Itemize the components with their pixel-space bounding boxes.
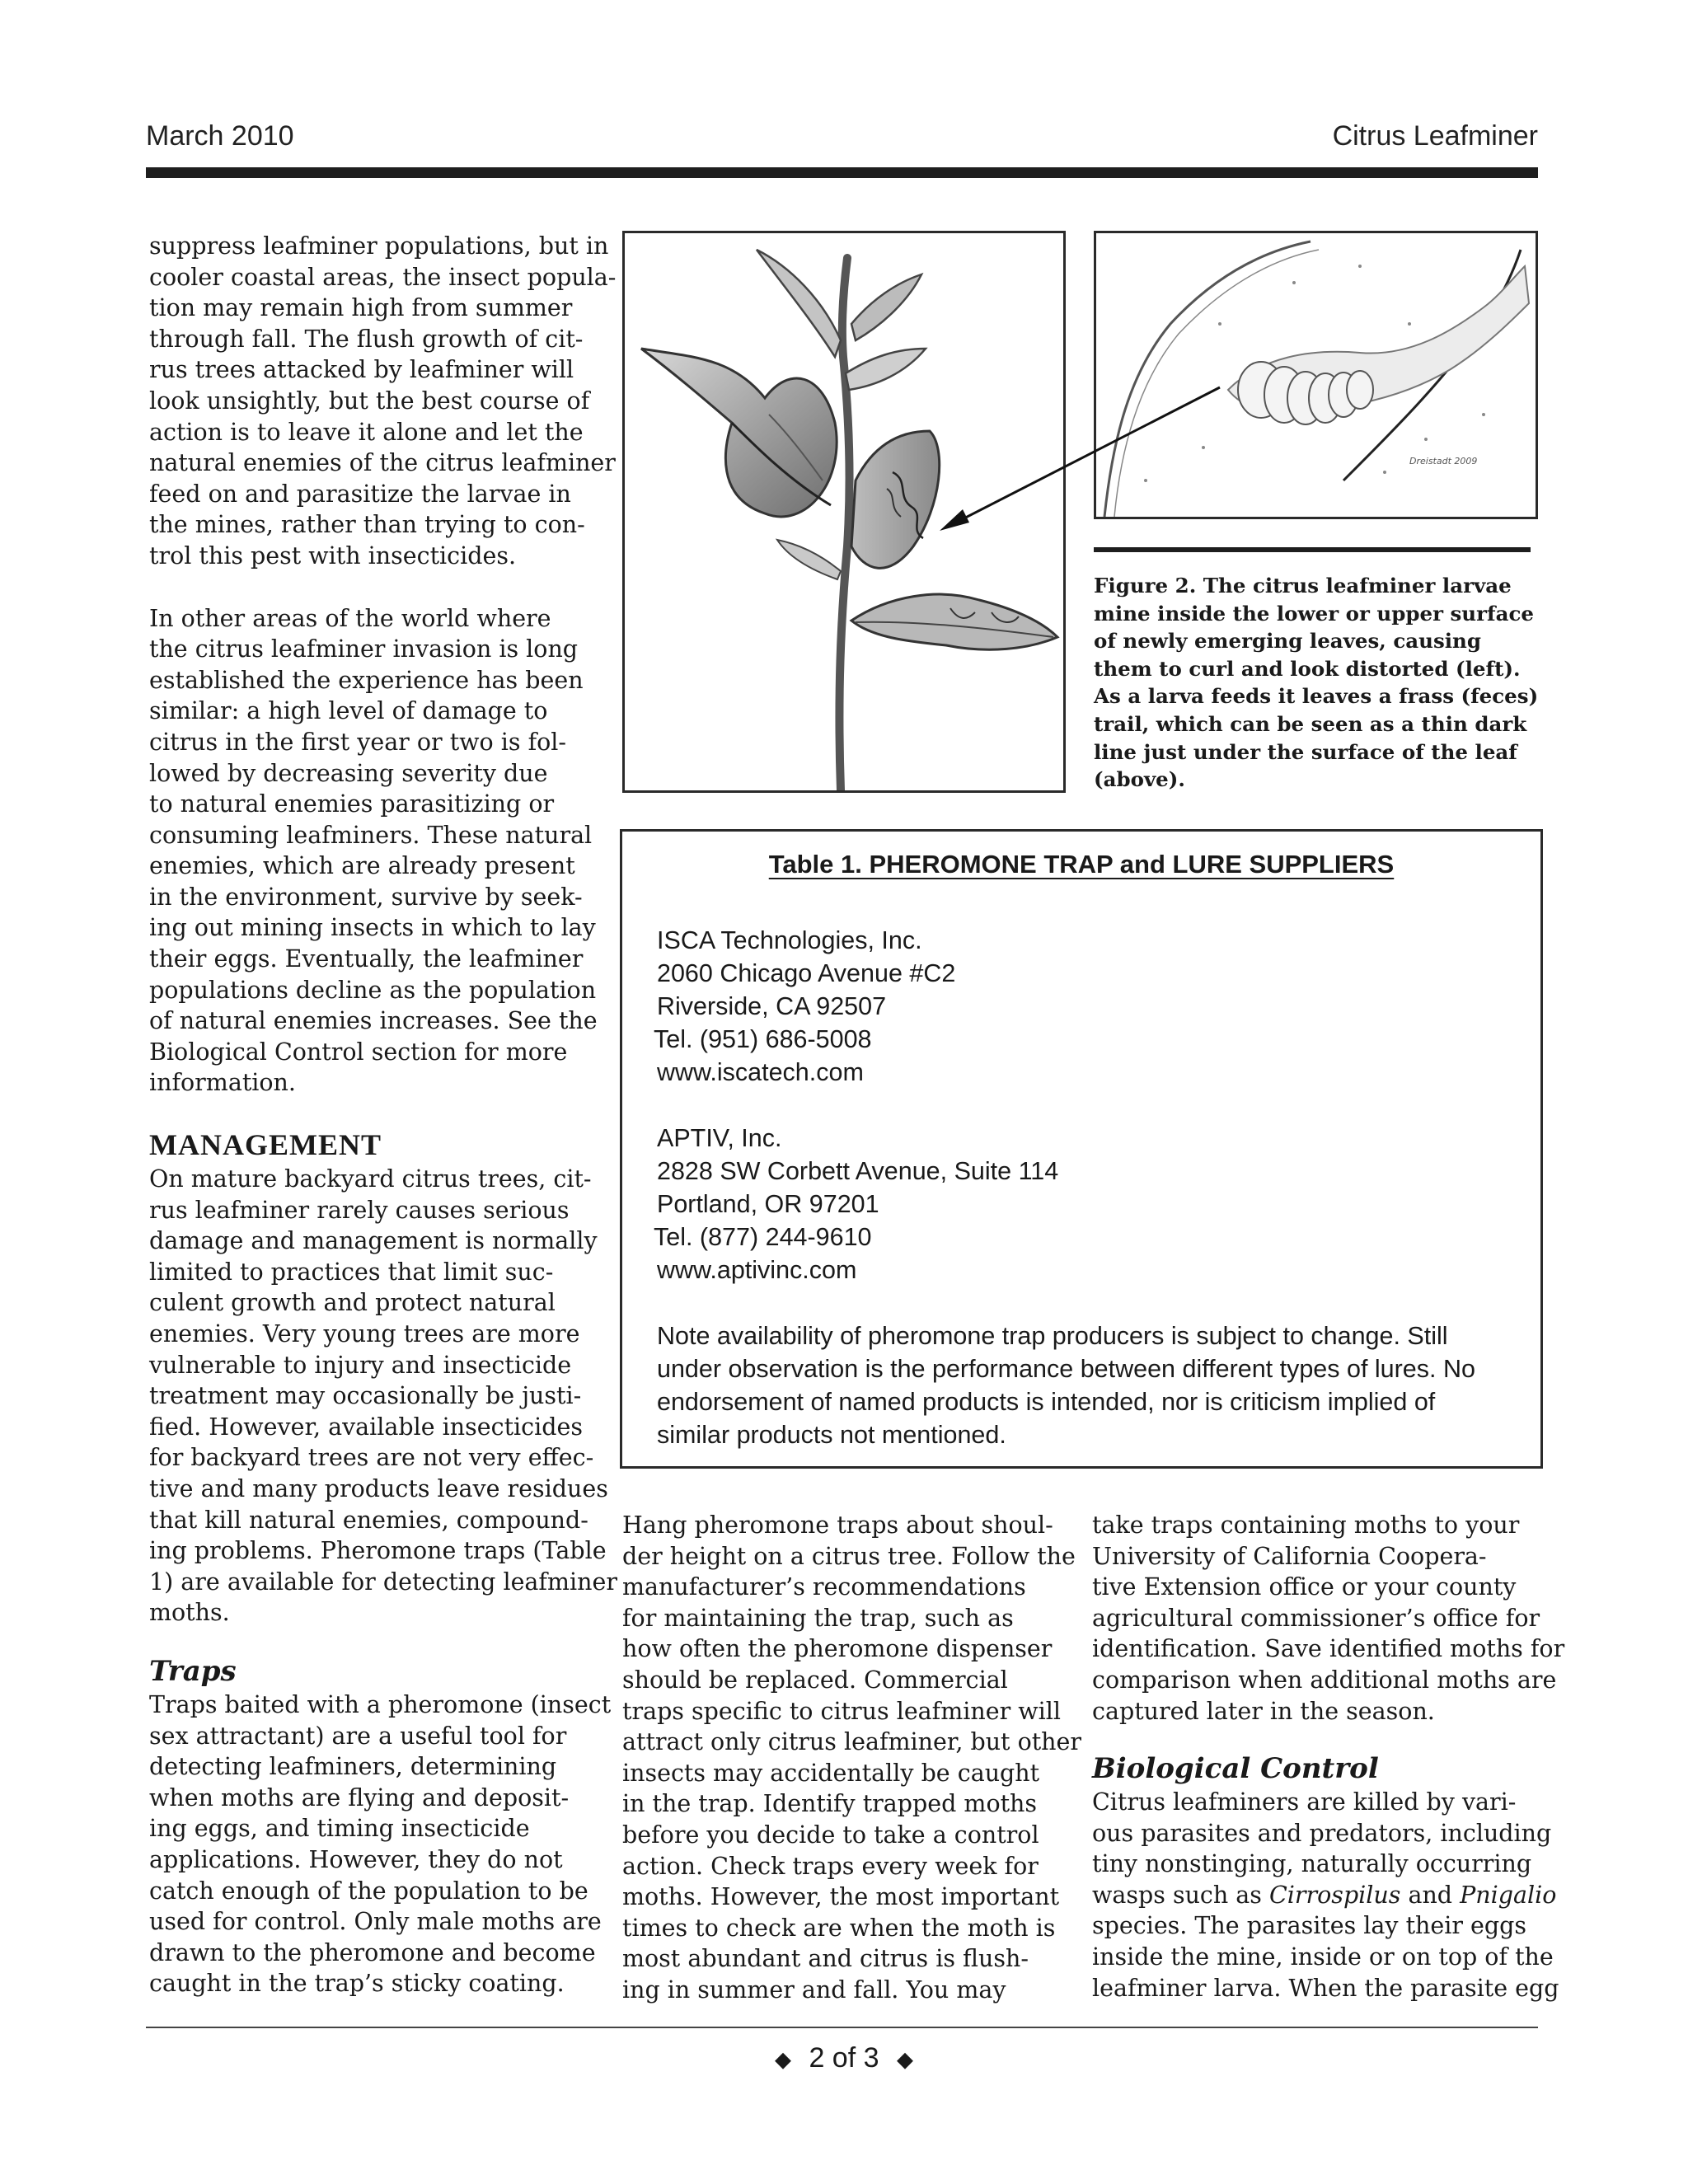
- note-line: endorsement of named products is intended, nor is criticism implied of: [657, 1388, 1436, 1416]
- text-line: University of California Coopera-: [1092, 1542, 1487, 1570]
- right-paragraph: [1092, 1510, 1565, 1727]
- biological-control-heading: Biological Control: [1092, 1752, 1379, 1785]
- text-line: sex attractant) are a useful tool for: [149, 1722, 567, 1750]
- text-line: detecting leafminers, determining: [149, 1753, 557, 1781]
- supplier-name: ISCA Technologies, Inc.: [657, 926, 922, 954]
- supplier-isca: [654, 924, 956, 1089]
- text-line: most abundant and citrus is flush-: [622, 1945, 1029, 1973]
- caption-rule: [1094, 547, 1531, 552]
- management-paragraph: [149, 1164, 617, 1629]
- text-line: ing eggs, and timing insecticide: [149, 1815, 530, 1843]
- text-line: leafminer larva. When the parasite egg: [1092, 1974, 1559, 2002]
- artist-signature: Dreistadt 2009: [1409, 456, 1478, 466]
- supplier-phone: Tel. (951) 686-5008: [654, 1025, 872, 1053]
- text-line: moths. However, the most important: [622, 1883, 1060, 1911]
- text-line: culent growth and protect natural: [149, 1289, 556, 1317]
- caption-line: (above).: [1094, 767, 1185, 792]
- text-line: comparison when additional moths are: [1092, 1666, 1557, 1694]
- left-column: [149, 231, 617, 1099]
- text-line: identification. Save identified moths for: [1092, 1635, 1565, 1663]
- text-line: vulnerable to injury and insecticide: [149, 1351, 572, 1379]
- text-line: moths.: [149, 1599, 230, 1627]
- genus-name: Pnigalio: [1460, 1881, 1557, 1909]
- text-line: In other areas of the world where: [149, 604, 551, 632]
- text-line: trol this pest with insecticides.: [149, 541, 517, 569]
- text-line: 1) are available for detecting leafminer: [149, 1568, 617, 1596]
- text-line: when moths are flying and deposit-: [149, 1783, 570, 1811]
- middle-column: [622, 1510, 1082, 2006]
- text-line: through fall. The flush growth of cit-: [149, 325, 584, 353]
- text-fragment: wasps such as: [1092, 1881, 1269, 1909]
- text-line: enemies. Very young trees are more: [149, 1319, 580, 1347]
- text-line: Traps baited with a pheromone (insect: [149, 1691, 612, 1718]
- management-heading: MANAGEMENT: [149, 1128, 382, 1161]
- supplier-phone: Tel. (877) 244-9610: [654, 1223, 872, 1251]
- header-date: March 2010: [146, 120, 294, 152]
- supplier-name: APTIV, Inc.: [657, 1124, 782, 1152]
- management-section: [149, 1164, 617, 1629]
- table-title: Table 1. PHEROMONE TRAP and LURE SUPPLIERS: [768, 850, 1395, 879]
- text-line: should be replaced. Commercial: [622, 1666, 1008, 1694]
- text-line: consuming leafminers. These natural: [149, 821, 593, 849]
- text-line: Citrus leafminers are killed by vari-: [1092, 1788, 1517, 1816]
- figure-caption: [1094, 572, 1539, 794]
- text-line: similar: a high level of damage to: [149, 697, 548, 725]
- text-line: rus leafminer rarely causes serious: [149, 1196, 570, 1224]
- figure-arrow: [931, 379, 1228, 536]
- text-fragment: and: [1400, 1881, 1461, 1909]
- right-column: [1092, 1510, 1565, 1727]
- caption-line: of newly emerging leaves, causing: [1094, 629, 1481, 654]
- text-line: how often the pheromone dispenser: [622, 1635, 1053, 1663]
- text-line: times to check are when the moth is: [622, 1914, 1056, 1942]
- text-line: action. Check traps every week for: [622, 1852, 1039, 1880]
- text-line: citrus in the first year or two is fol-: [149, 728, 567, 756]
- text-line: natural enemies of the citrus leafminer: [149, 449, 616, 477]
- text-line: inside the mine, inside or on top of the: [1092, 1943, 1554, 1971]
- text-line: information.: [149, 1069, 296, 1097]
- text-line: for backyard trees are not very effec-: [149, 1444, 594, 1472]
- text-line: the citrus leafminer invasion is long: [149, 635, 579, 663]
- supplier-website: www.aptivinc.com: [657, 1256, 857, 1284]
- supplier-table: [620, 829, 1543, 1469]
- text-line: traps specific to citrus leafminer will: [622, 1697, 1062, 1725]
- left-paragraph-2: [149, 603, 603, 1099]
- supplier-city: Portland, OR 97201: [657, 1190, 879, 1218]
- traps-heading: Traps: [149, 1655, 237, 1688]
- supplier-aptiv: [654, 1122, 1059, 1286]
- caption-line: mine inside the lower or upper surface: [1094, 601, 1534, 626]
- middle-paragraph: [622, 1510, 1082, 2006]
- genus-name: Cirrospilus: [1268, 1881, 1401, 1909]
- text-line: ing out mining insects in which to lay: [149, 914, 596, 942]
- page-indicator: [0, 2042, 1688, 2074]
- note-line: under observation is the performance between different types of lures. No: [657, 1355, 1475, 1383]
- header-title: Citrus Leafminer: [1332, 120, 1538, 152]
- table-note: [657, 1319, 1475, 1451]
- header-rule: [146, 167, 1538, 178]
- text-line: species. The parasites lay their eggs: [1092, 1912, 1527, 1940]
- text-line: tiny nonstinging, naturally occurring: [1092, 1850, 1532, 1878]
- text-line: before you decide to take a control: [622, 1821, 1039, 1849]
- text-line: agricultural commissioner’s office for: [1092, 1604, 1540, 1632]
- text-line: [1092, 1880, 1557, 1911]
- text-line: to natural enemies parasitizing or: [149, 790, 555, 818]
- traps-paragraph: [149, 1690, 612, 1999]
- text-line: lowed by decreasing severity due: [149, 759, 548, 787]
- caption-line: As a larva feeds it leaves a frass (feces): [1094, 684, 1539, 709]
- biological-control-section: [1092, 1787, 1559, 2004]
- caption-line: trail, which can be seen as a thin dark: [1094, 711, 1527, 736]
- text-line: rus trees attacked by leafminer will: [149, 356, 574, 384]
- text-line: of natural enemies increases. See the: [149, 1007, 598, 1035]
- text-line: cooler coastal areas, the insect popula-: [149, 263, 617, 291]
- text-line: damage and management is normally: [149, 1227, 598, 1255]
- text-line: fied. However, available insecticides: [149, 1413, 583, 1441]
- supplier-address: 2828 SW Corbett Avenue, Suite 114: [657, 1157, 1059, 1185]
- text-line: manufacturer’s recommendations: [622, 1573, 1026, 1601]
- text-line: drawn to the pheromone and become: [149, 1938, 596, 1966]
- footer-rule: [146, 2027, 1538, 2028]
- caption-line: Figure 2. The citrus leafminer larvae: [1094, 574, 1512, 598]
- text-line: the mines, rather than trying to con-: [149, 511, 585, 539]
- text-line: populations decline as the population: [149, 976, 597, 1004]
- supplier-city: Riverside, CA 92507: [657, 992, 887, 1020]
- text-line: used for control. Only male moths are: [149, 1908, 602, 1936]
- text-line: tive and many products leave residues: [149, 1474, 608, 1502]
- biological-control-paragraph: [1092, 1787, 1559, 2004]
- diamond-arrow-right-icon: ◆: [896, 2046, 913, 2072]
- supplier-address: 2060 Chicago Avenue #C2: [657, 959, 956, 987]
- note-line: Note availability of pheromone trap producers is subject to change. Still: [657, 1322, 1448, 1350]
- text-line: catch enough of the population to be: [149, 1877, 588, 1905]
- caption-line: line just under the surface of the leaf: [1094, 739, 1517, 764]
- text-line: Biological Control section for more: [149, 1038, 568, 1066]
- text-line: ing in summer and fall. You may: [622, 1975, 1006, 2004]
- text-line: insects may accidentally be caught: [622, 1759, 1040, 1787]
- text-line: On mature backyard citrus trees, cit-: [149, 1165, 592, 1193]
- text-line: in the trap. Identify trapped moths: [622, 1790, 1038, 1818]
- text-line: their eggs. Eventually, the leafminer: [149, 945, 584, 973]
- supplier-website: www.iscatech.com: [657, 1058, 864, 1086]
- traps-section: [149, 1690, 612, 1999]
- text-line: action is to leave it alone and let the: [149, 418, 584, 446]
- text-line: enemies, which are already present: [149, 852, 575, 880]
- text-line: limited to practices that limit suc-: [149, 1258, 554, 1286]
- note-line: similar products not mentioned.: [657, 1421, 1006, 1449]
- text-line: applications. However, they do not: [149, 1845, 563, 1873]
- text-line: captured later in the season.: [1092, 1697, 1435, 1725]
- text-line: Hang pheromone traps about shoul-: [622, 1511, 1053, 1539]
- text-line: look unsightly, but the best course of: [149, 387, 590, 415]
- left-paragraph-1: [149, 231, 617, 572]
- diamond-arrow-left-icon: ◆: [775, 2046, 791, 2072]
- text-line: tive Extension office or your county: [1092, 1573, 1517, 1601]
- text-line: ous parasites and predators, including: [1092, 1819, 1552, 1847]
- text-line: attract only citrus leafminer, but other: [622, 1728, 1082, 1756]
- text-line: treatment may occasionally be justi-: [149, 1382, 582, 1410]
- text-line: feed on and parasitize the larvae in: [149, 480, 571, 508]
- page-number: 2 of 3: [809, 2042, 879, 2074]
- text-line: der height on a citrus tree. Follow the: [622, 1542, 1076, 1570]
- text-line: that kill natural enemies, compound-: [149, 1506, 588, 1534]
- text-line: suppress leafminer populations, but in: [149, 232, 609, 260]
- text-line: caught in the trap’s sticky coating.: [149, 1970, 565, 1998]
- text-line: in the environment, survive by seek-: [149, 883, 583, 911]
- text-line: established the experience has been: [149, 666, 584, 694]
- text-line: ing problems. Pheromone traps (Table: [149, 1537, 607, 1565]
- text-line: take traps containing moths to your: [1092, 1511, 1520, 1539]
- text-line: for maintaining the trap, such as: [622, 1604, 1014, 1632]
- caption-line: them to curl and look distorted (left).: [1094, 656, 1521, 681]
- text-line: tion may remain high from summer: [149, 294, 573, 322]
